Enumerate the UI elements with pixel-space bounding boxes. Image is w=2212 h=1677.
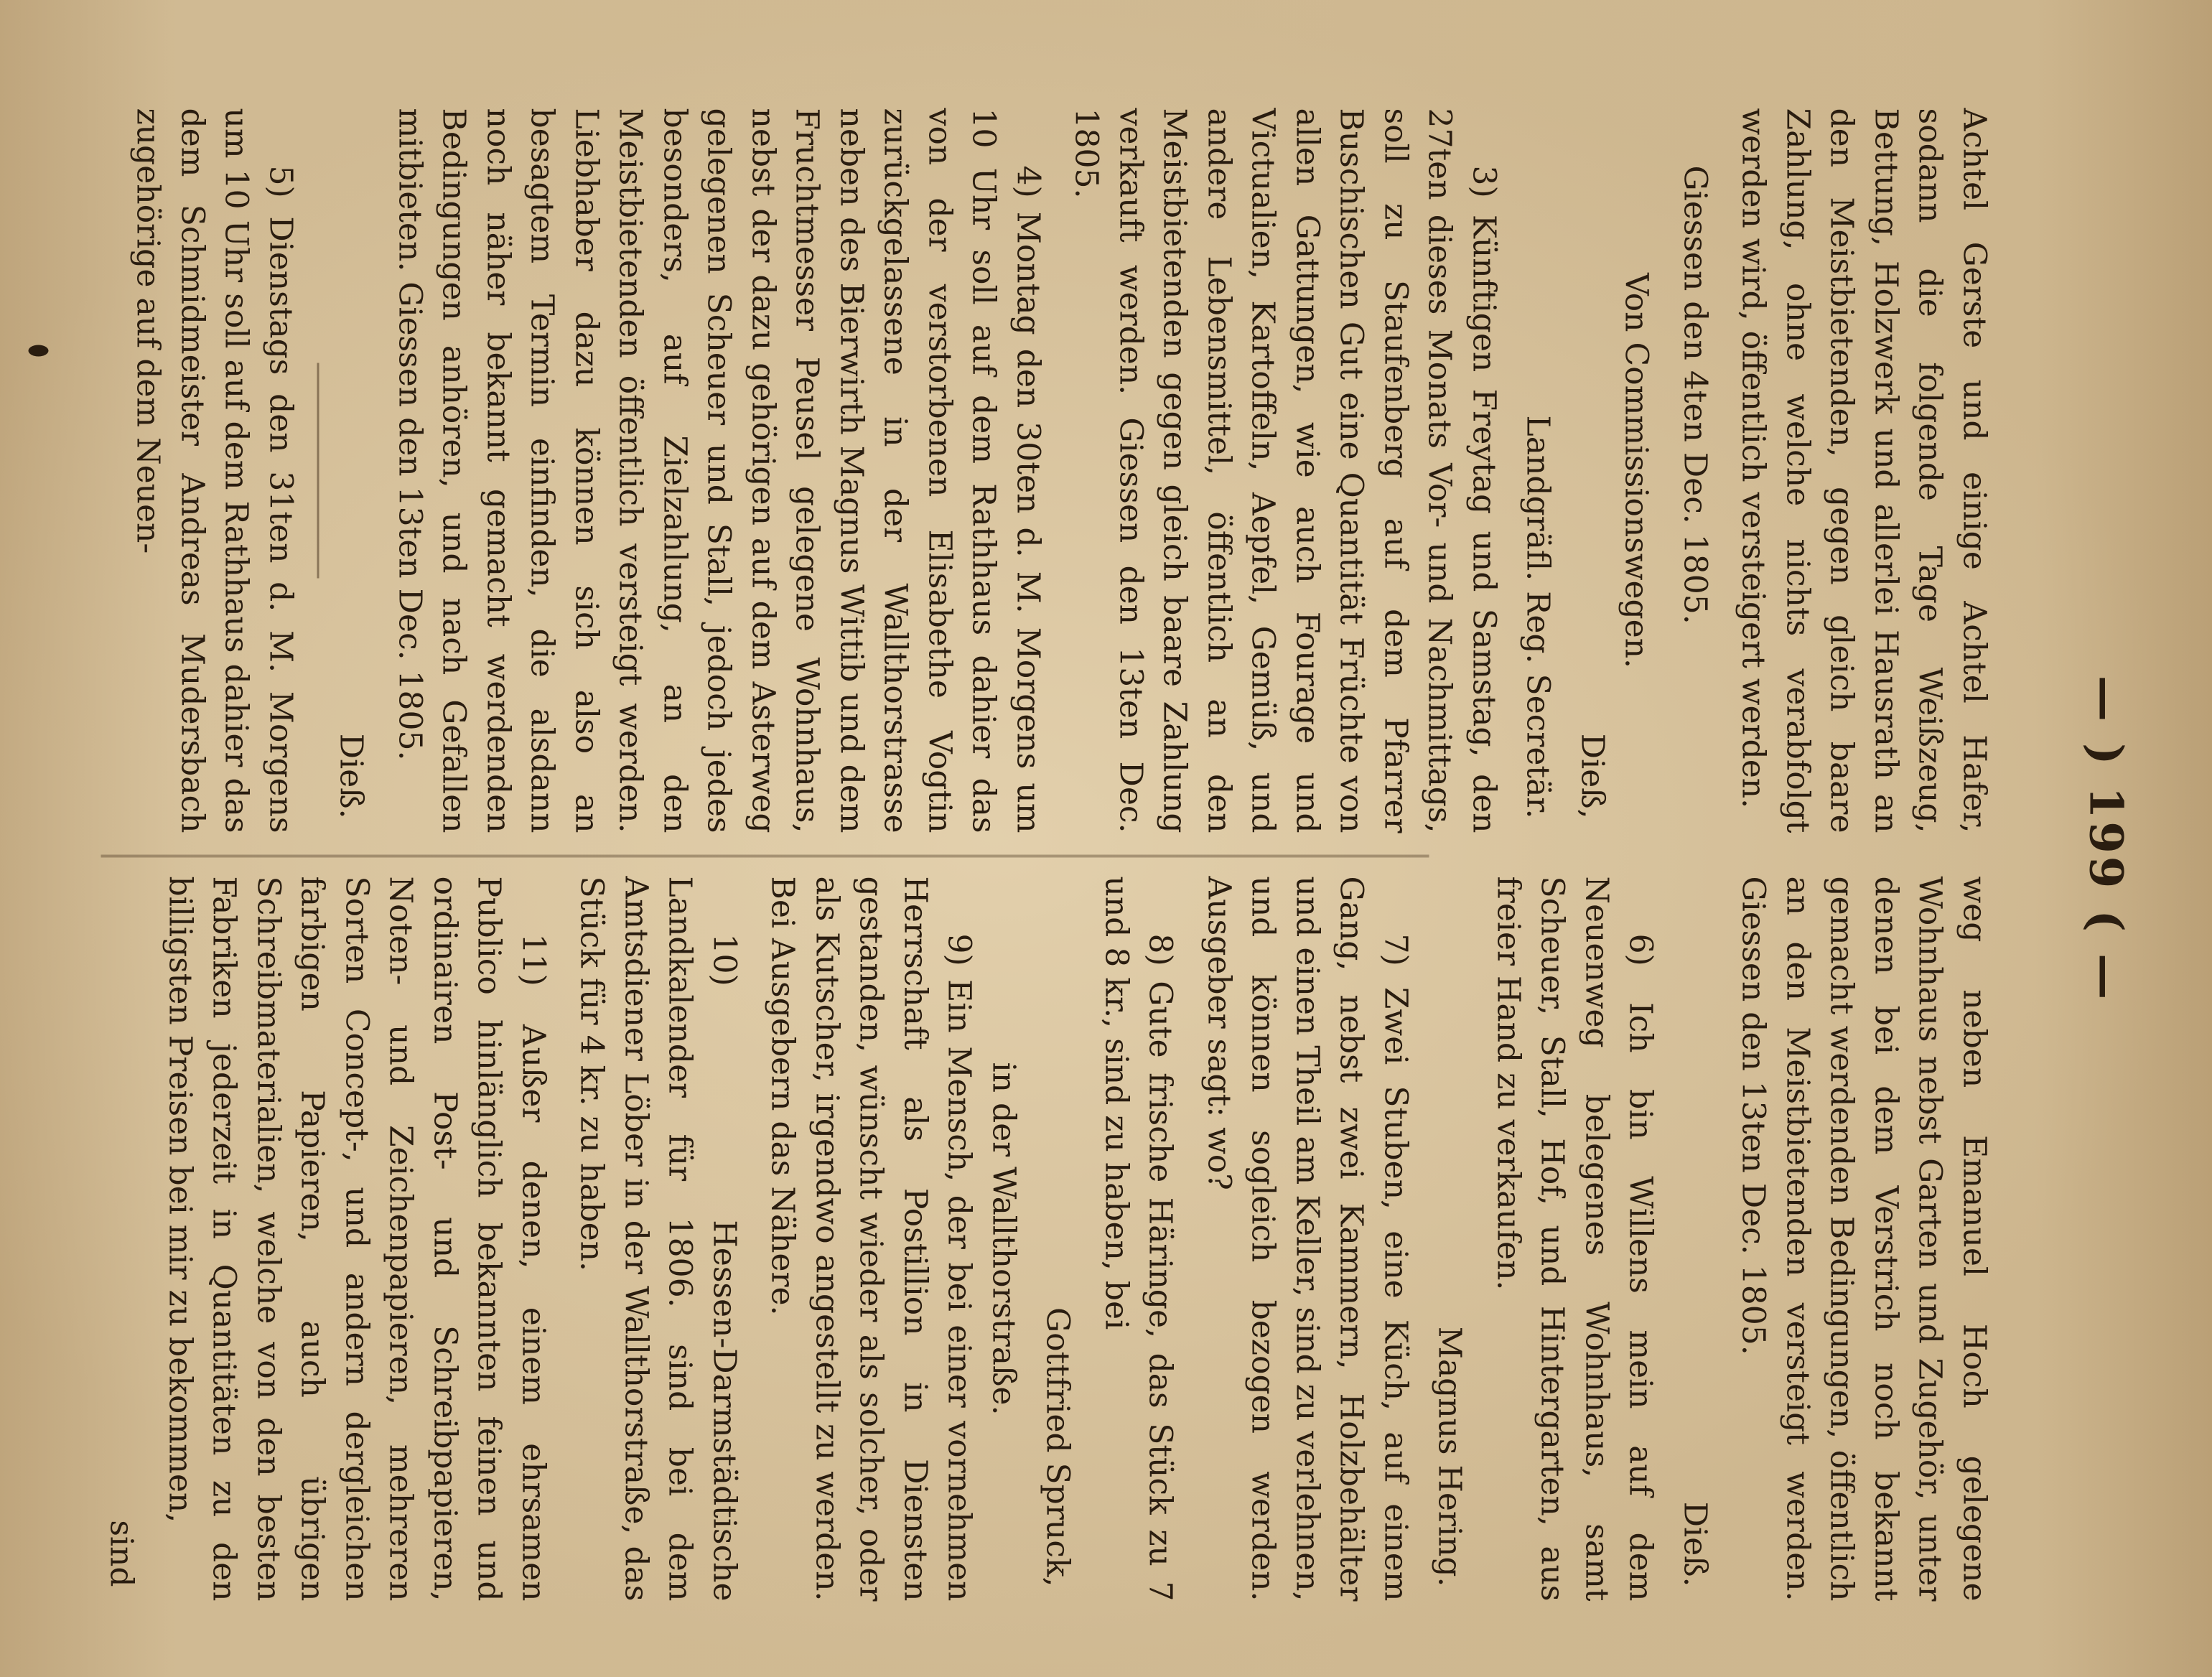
notice-8-address: in der Wallthorstraße.: [985, 1062, 1022, 1416]
ink-spot: [29, 345, 49, 357]
notice-8-text: 8) Gute frische Häringe, das Stück zu 7 und 8 kr., sind zu haben, bei: [1098, 876, 1179, 1602]
notice-1-signature-line: Von Commissionswegen.: [1618, 272, 1655, 669]
notice-1-signer-title: Landgräfl. Reg. Secretär.: [1520, 415, 1557, 819]
left-column: [112, 108, 1997, 833]
notice-6-text: 6) Ich bin Willens mein auf dem Neuenweg belegenes Wohnhaus, samt Scheuer, Stall, Hof, und Hintergarten, aus freier Hand zu verkaufen.: [1490, 876, 1659, 1602]
notice-9-text: 9) Ein Mensch, der bei einer vornehmen Herrschaft als Postillion in Diensten gestanden, wünscht wieder als solcher, oder als Kutscher, irgendwo angestellt zu werden. Bei Ausgebern das Nähere.: [765, 876, 978, 1602]
notice-6-signer: Magnus Hering.: [1432, 1326, 1468, 1587]
notice-1-date: Giessen den 4ten Dec. 1805.: [1676, 165, 1714, 625]
notice-8-signer: Gottfried Spruck,: [1040, 1307, 1076, 1587]
right-column: [90, 877, 1997, 1602]
notice-3-text: 3) Künftigen Freytag und Samstag, den 27ten dieses Monats Vor- und Nachmittags, soll zu Staufenberg auf dem Pfarrer Buschischen Gut eine Quantität Früchte von allen Gattungen, wie auch Fourage und Victualien, Kartoffeln, Aepfel, Gemüß, und andere Lebensmittel, öffentlich an den Meistbietenden gegen gleich baare Zahlung verkauft werden. Giessen den 13ten Dec. 1805.: [1068, 108, 1503, 833]
notice-1-signer: Dieß,: [1574, 733, 1611, 819]
section-rule: [317, 363, 319, 579]
notice-5-text: 5) Dienstags den 31ten d. M. Morgens um 10 Uhr soll auf dem Rathhaus dahier das dem Schmidmeister Andreas Mudersbach zugehörige auf dem Neuen-: [130, 108, 299, 833]
notice-11-text: 11) Außer denen, einem ehrsamen Publico hinlänglich bekannten feinen und ordinairen Post- und Schreibpapieren, Noten- und Zeichenpapieren, mehreren Sorten Concept-, und andern dergleichen farbigen Papieren, auch übrigen Schreibmaterialien, welche von den besten Fabriken jederzeit in Quantitäten zu den billigsten Preisen bei mir zu bekommen,: [162, 876, 552, 1602]
notice-4-signer: Dieß.: [333, 733, 370, 819]
notice-10-text: 10) Hessen-Darmstädtische Landkalender für 1806. sind bei dem Amtsdiener Löber in der Wallthorstraße, das Stück für 4 kr. zu haben.: [574, 876, 743, 1602]
column-divider: [101, 855, 1429, 858]
notice-7-text: 7) Zwei Stuben, eine Küch, auf einem Gang, nebst zwei Kammern, Holzbehälter und einen Theil am Keller, sind zu verlehnen, und können sogleich bezogen werden. Ausgeber sagt: wo?: [1200, 876, 1414, 1602]
catchword: sind: [103, 1520, 140, 1587]
page-header: — ) 199 ( —: [2078, 675, 2133, 1003]
rotated-page: [0, 1, 2212, 1677]
notice-5-continued: weg neben Emanuel Hoch gelegene Wohnhaus nebst Garten und Zugehör, unter denen bei dem Verstrich noch bekannt gemacht werdenden Bedingungen, öffentlich an den Meistbietenden versteigt werden. Giessen den 13ten Dec. 1805.: [1735, 876, 1993, 1602]
notice-5-signer: Dieß.: [1676, 1501, 1714, 1587]
notice-1-text: Achtel Gerste und einige Achtel Hafer, sodann die folgende Tage Weißzeug, Bettung, Holzwerk und allerlei Hausrath an den Meistbietenden, gegen gleich baare Zahlung, ohne welche nichts verabfolgt werden wird, öffentlich versteigert werden.: [1735, 108, 1993, 833]
notice-4-text: 4) Montag den 30ten d. M. Morgens um 10 Uhr soll auf dem Rathhaus dahier das von der verstorbenen Elisabethe Vogtin zurückgelassene in der Wallthorstrasse neben des Bierwirth Magnus Wittib und dem Fruchtmesser Peusel gelegene Wohnhaus, nebst der dazu gehörigen auf dem Asterweg gelegenen Scheuer und Stall, jedoch jedes besonders, auf Zielzahlung, an den Meistbietenden öffentlich versteigt werden. Liebhaber dazu können sich also an besagtem Termin einfinden, die alsdann noch näher bekannt gemacht werdenden Bedingungen anhören, und nach Gefallen mitbieten. Giessen den 13ten Dec. 1805.: [391, 108, 1047, 833]
